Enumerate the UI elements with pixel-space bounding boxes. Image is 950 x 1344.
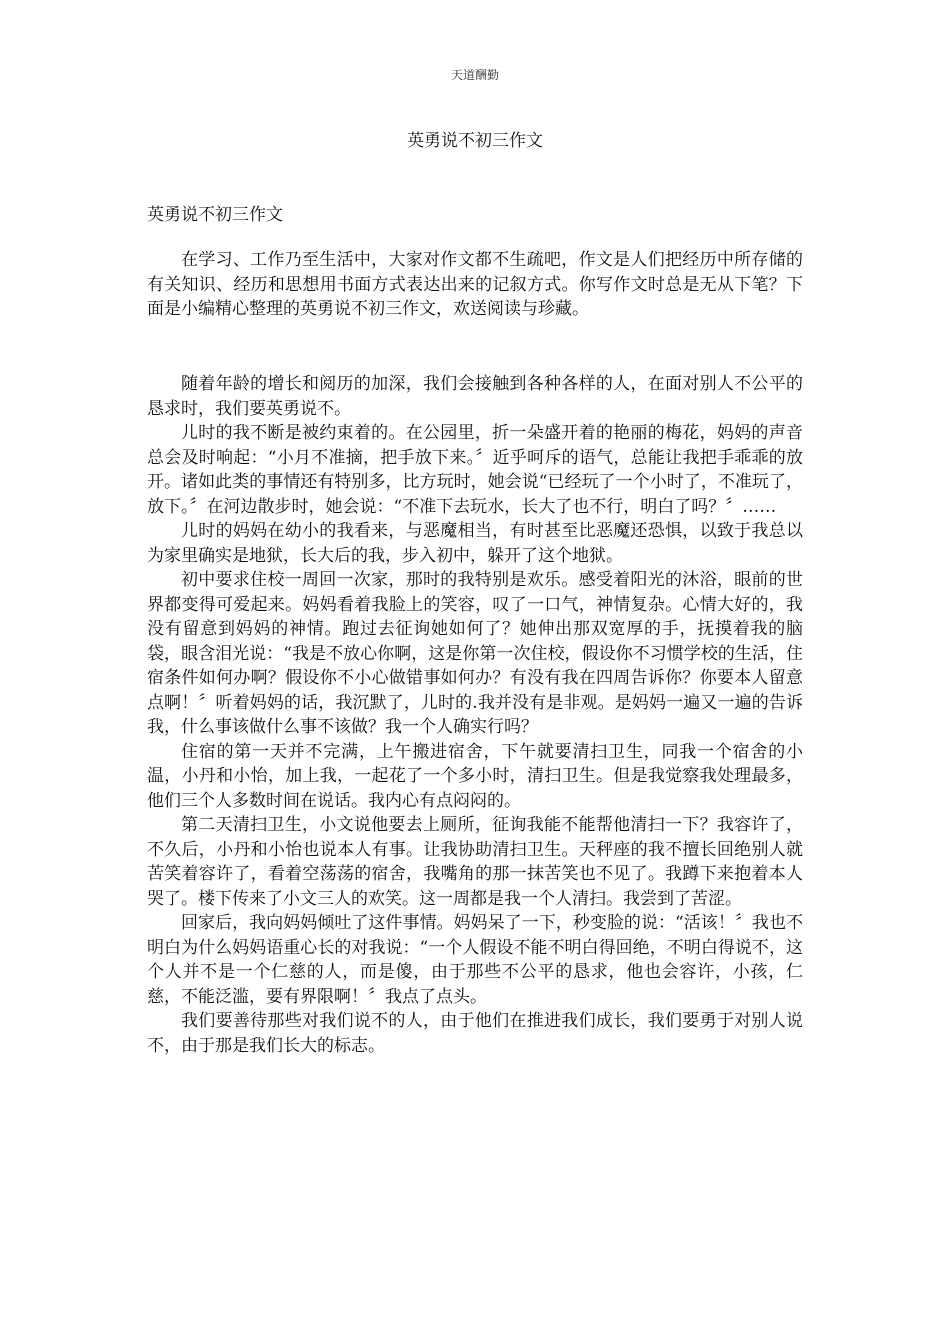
- document-title: 英勇说不初三作文: [407, 131, 543, 151]
- essay-paragraph: 随着年龄的增长和阅历的加深，我们会接触到各种各样的人，在面对别人不公平的恳求时，我们要英勇说不。: [147, 374, 803, 419]
- essay-paragraph: 回家后，我向妈妈倾吐了这件事情。妈妈呆了一下，秒变脸的说：“活该！〞我也不明白为什么妈妈语重心长的对我说：“一个人假设不能不明白得回绝，不明白得说不，这个人并不是一个仁慈的人，而是傻，由于那些不公平的恳求，他也会容许，小孩，仁慈，不能泛滥，要有界限啊！〞我点了点头。: [147, 913, 803, 1007]
- intro-paragraph: 在学习、工作乃至生活中，大家对作文都不生疏吧，作文是人们把经历中所存储的有关知识、经历和思想用书面方式表达出来的记叙方式。你写作文时总是无从下笔？下面是小编精心整理的英勇说不初三作文，欢送阅读与珍藏。: [147, 250, 803, 319]
- essay-paragraph: 儿时的我不断是被约束着的。在公园里，折一朵盛开着的艳丽的梅花，妈妈的声音总会及时响起：“小月不准摘，把手放下来。〞近乎呵斥的语气，总能让我把手乖乖的放开。诸如此类的事情还有特别多，比方玩时，她会说“已经玩了一个小时了，不准玩了，放下。〞在河边散步时，她会说：“不准下去玩水，长大了也不行，明白了吗？〞……: [147, 423, 803, 517]
- essay-paragraph: 第二天清扫卫生，小文说他要去上厕所，征询我能不能帮他清扫一下？我容许了，不久后，小丹和小怡也说本人有事。让我协助清扫卫生。天秤座的我不擅长回绝别人就苦笑着容许了，看着空荡荡的宿舍，我嘴角的那一抹苦笑也不见了。我蹲下来抱着本人哭了。楼下传来了小文三人的欢笑。这一周都是我一个人清扫。我尝到了苦涩。: [147, 815, 803, 909]
- essay-body: [147, 372, 803, 1058]
- essay-paragraph: 儿时的妈妈在幼小的我看来，与恶魔相当，有时甚至比恶魔还恐惧，以致于我总以为家里确实是地狱，长大后的我，步入初中，躲开了这个地狱。: [147, 521, 803, 566]
- essay-paragraph: 初中要求住校一周回一次家，那时的我特别是欢乐。感受着阳光的沐浴，眼前的世界都变得可爱起来。妈妈看着我脸上的笑容，叹了一口气，神情复杂。心情大好的，我没有留意到妈妈的神情。跑过去征询她如何了？她伸出那双宽厚的手，抚摸着我的脑袋，眼含泪光说：“我是不放心你啊，这是你第一次住校，假设你不习惯学校的生活，住宿条件如何办啊？假设你不小心做错事如何办？有没有我在四周告诉你？你要本人留意点啊！〞听着妈妈的话，我沉默了，儿时的.我并没有是非观。是妈妈一遍又一遍的告诉我，什么事该做什么事不该做？我一个人确实行吗？: [147, 570, 803, 737]
- page-header: 天道酬勤: [450, 68, 499, 82]
- essay-paragraph: 住宿的第一天并不完满，上午搬进宿舍，下午就要清扫卫生，同我一个宿舍的小温，小丹和小怡，加上我，一起花了一个多小时，清扫卫生。但是我觉察我处理最多，他们三个人多数时间在说话。我内心有点闷闷的。: [147, 741, 803, 811]
- document-subtitle: 英勇说不初三作文: [147, 205, 283, 225]
- essay-paragraph: 我们要善待那些对我们说不的人，由于他们在推进我们成长，我们要勇于对别人说不，由于那是我们长大的标志。: [147, 1011, 803, 1056]
